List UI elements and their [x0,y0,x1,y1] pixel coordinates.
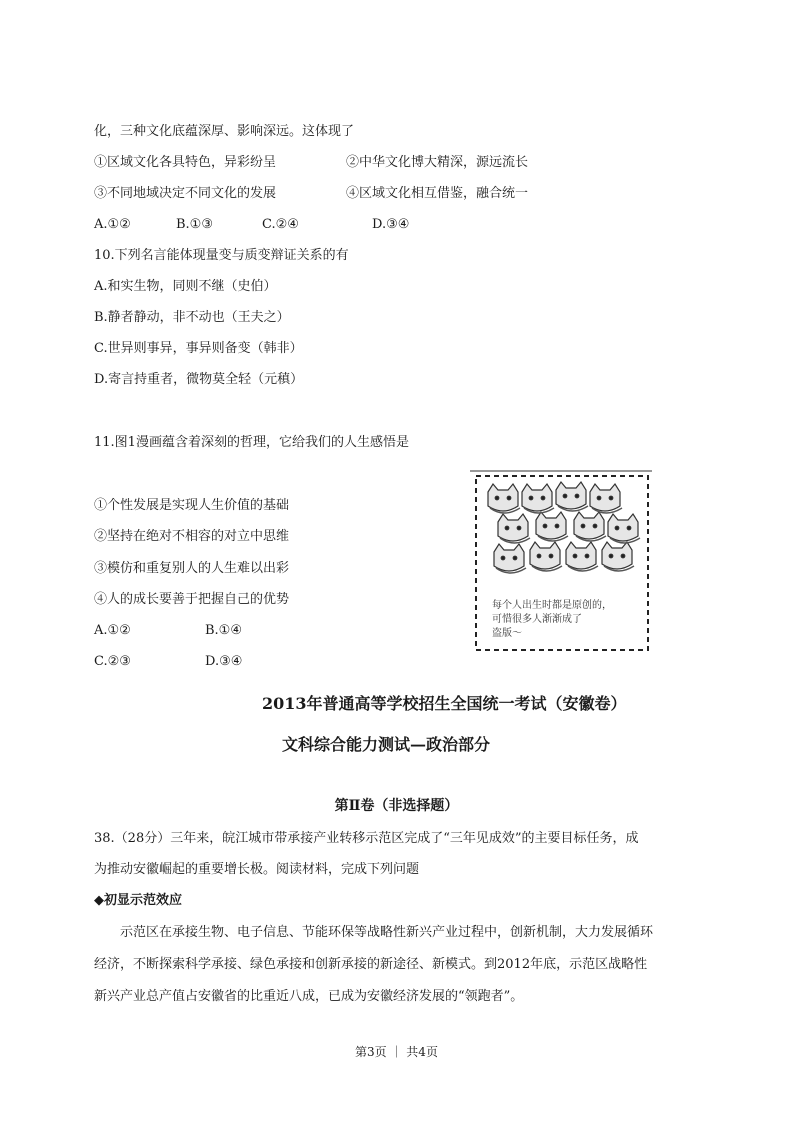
section-heading: 第Ⅱ卷（非选择题） [334,798,459,814]
q11-choice-c: C.②③ [94,654,131,669]
q11-option-4: ④人的成长要善于把握自己的优势 [94,592,290,607]
q11-choice-b: B.①④ [205,623,242,638]
cat-face-icon [602,542,632,569]
cat-face-icon [566,542,596,569]
cat-face-icon [590,484,620,511]
q38-paragraph-line-1: 示范区在承接生物、电子信息、节能环保等战略性新兴产业过程中，创新机制，大力发展循环 [120,925,654,940]
cats-comic-illustration [470,470,660,652]
cat-face-icon [494,544,524,571]
q11-option-1: ①个性发展是实现人生价值的基础 [94,498,290,513]
q10-option-a: A.和实生物，同则不继（史伯） [94,279,277,294]
q9-choice-a: A.①② [94,217,131,232]
cat-face-icon [530,542,560,569]
q9-option-3: ③不同地域决定不同文化的发展 [94,186,277,201]
q9-option-1: ①区域文化各具特色，异彩纷呈 [94,155,277,170]
q38-stem-line-1: 38.（28分）三年来，皖江城市带承接产业转移示范区完成了“三年见成效”的主要目标任务，成 [94,831,639,846]
q9-choice-b: B.①③ [176,217,213,232]
q11-choice-a: A.①② [94,623,131,638]
q38-stem-line-2: 为推动安徽崛起的重要增长极。阅读材料，完成下列问题 [94,862,420,877]
q9-stem-tail: 化，三种文化底蕴深厚、影响深远。这体现了 [94,124,355,139]
q11-choice-d: D.③④ [205,654,243,669]
q9-option-2: ②中华文化博大精深，源远流长 [346,155,529,170]
cat-face-icon [488,484,518,511]
q11-option-3: ③模仿和重复别人的人生难以出彩 [94,561,290,576]
cat-face-icon [498,514,528,541]
comic-caption-line-3: 盗版～ [492,628,522,639]
exam-subtitle: 文科综合能力测试—政治部分 [282,735,491,754]
cat-face-icon [522,484,552,511]
cat-face-icon [574,512,604,539]
q10-option-b: B.静者静动，非不动也（王夫之） [94,310,290,325]
q11-stem: 11.图1漫画蕴含着深刻的哲理，它给我们的人生感悟是 [94,435,409,450]
q9-choice-d: D.③④ [372,217,410,232]
q38-subheading: ◆初显示范效应 [94,893,182,908]
q10-stem: 10.下列名言能体现量变与质变辩证关系的有 [94,248,349,263]
q11-option-2: ②坚持在绝对不相容的对立中思维 [94,529,290,544]
comic-caption-line-2: 可惜很多人渐渐成了 [492,614,582,625]
cat-face-icon [536,512,566,539]
q9-choice-c: C.②④ [262,217,299,232]
cat-face-icon [608,514,638,541]
q10-option-c: C.世异则事异，事异则备变（韩非） [94,341,303,356]
q10-option-d: D.寄言持重者，微物莫全轻（元稹） [94,372,304,387]
comic-caption-line-1: 每个人出生时都是原创的， [492,600,612,611]
exam-title: 2013年普通高等学校招生全国统一考试（安徽卷） [262,694,627,713]
q9-option-4: ④区域文化相互借鉴，融合统一 [346,186,529,201]
q38-paragraph-line-2: 经济，不断探索科学承接、绿色承接和创新承接的新途径、新模式。到2012年底，示范区战略性 [94,957,648,972]
q38-paragraph-line-3: 新兴产业总产值占安徽省的比重近八成，已成为安徽经济发展的“领跑者”。 [94,989,524,1004]
figure-1-comic [470,470,660,652]
cat-face-icon [556,482,586,509]
page-footer: 第3页 ｜ 共4页 [355,1045,438,1059]
